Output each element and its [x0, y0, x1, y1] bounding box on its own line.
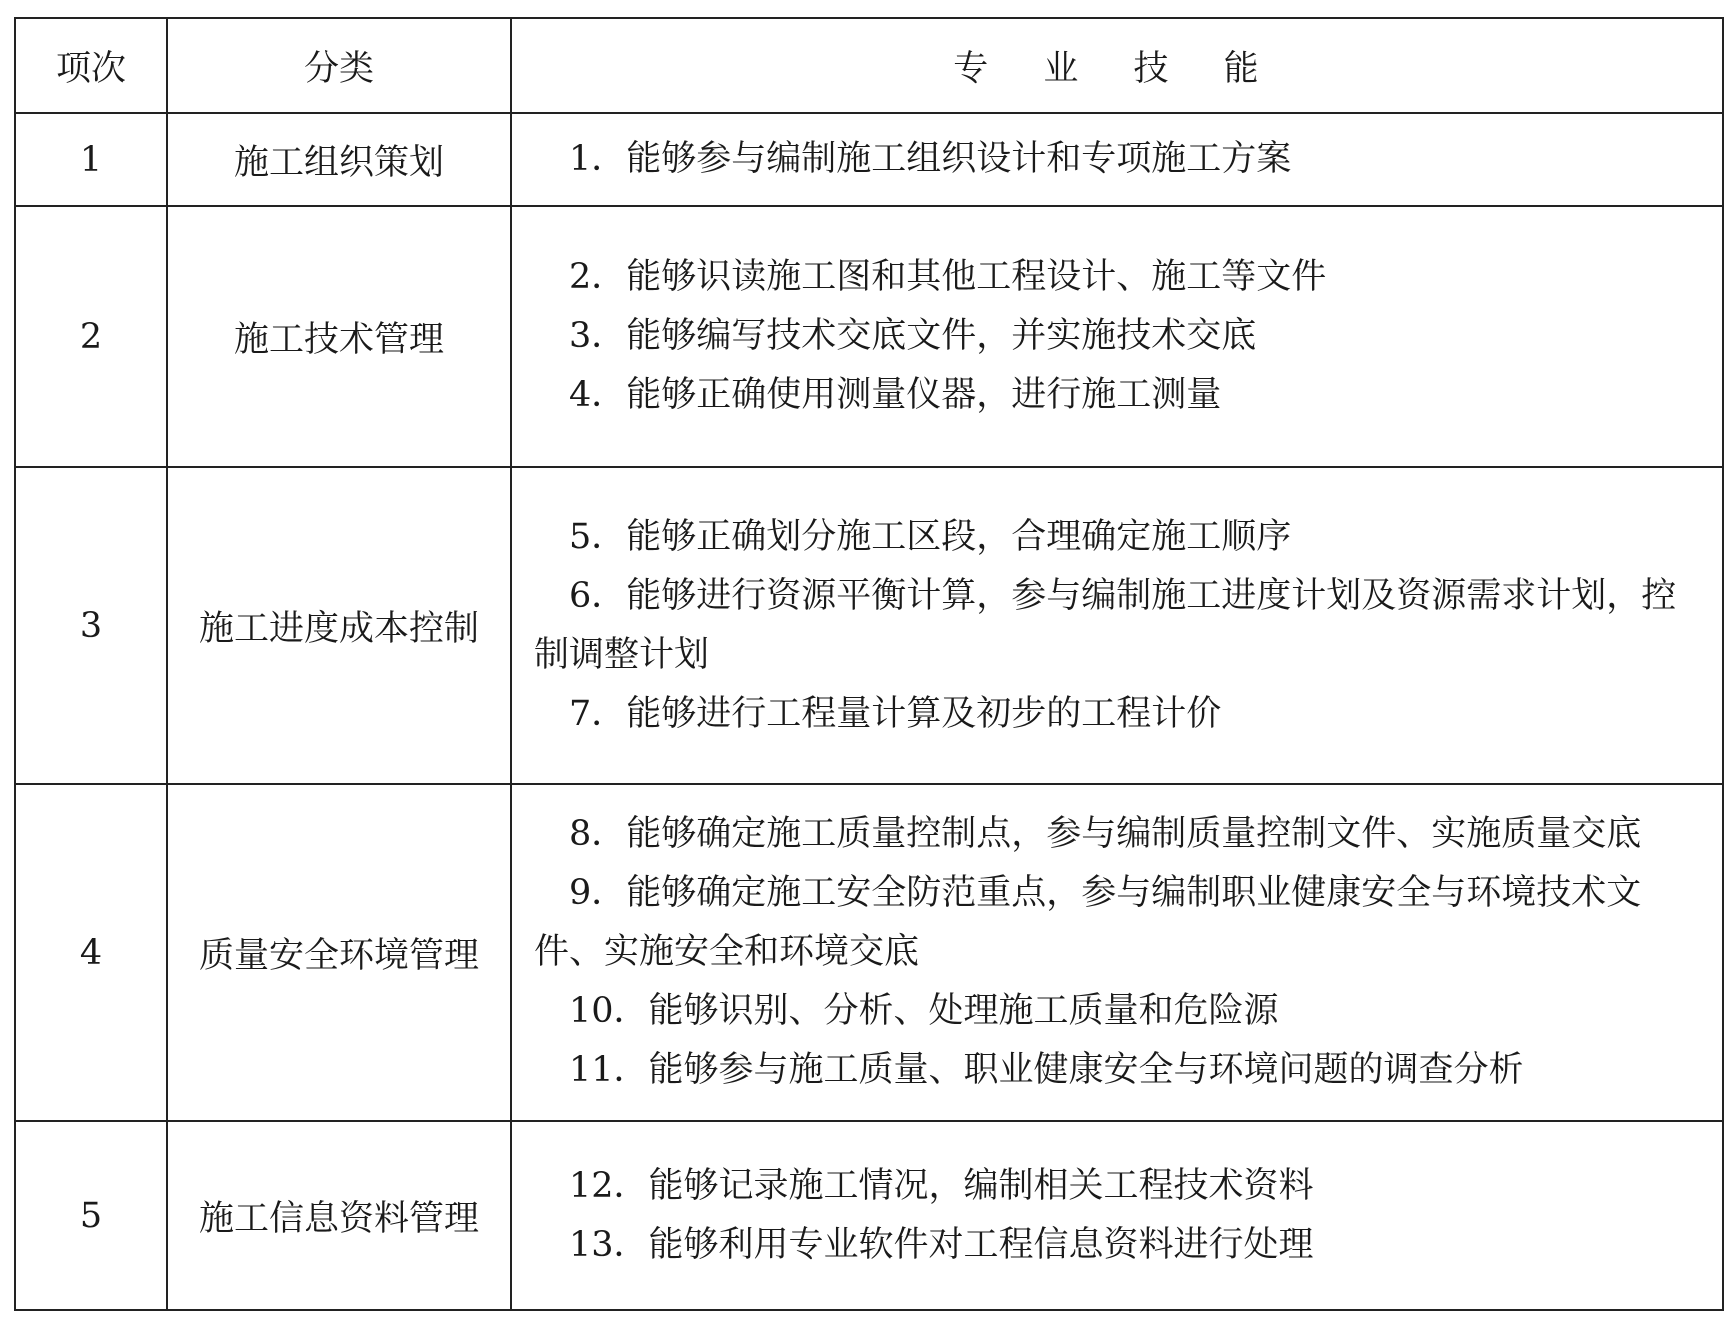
row-number: 2 [15, 206, 167, 467]
skill-item: 4．能够正确使用测量仪器，进行施工测量 [569, 375, 1222, 415]
skill-item: 5．能够正确划分施工区段，合理确定施工顺序 [569, 516, 1292, 557]
table-row [15, 467, 1723, 784]
row-number: 4 [15, 784, 167, 1121]
skill-item: 11．能够参与施工质量、职业健康安全与环境问题的调查分析 [569, 1050, 1524, 1090]
row-skills [511, 206, 1723, 467]
skills-table [14, 17, 1724, 1311]
skill-item: 6．能够进行资源平衡计算，参与编制施工进度计划及资源需求计划，控制调整计划 [534, 575, 1677, 675]
skill-item: 7．能够进行工程量计算及初步的工程计价 [569, 693, 1222, 734]
header-category: 分类 [167, 18, 511, 113]
row-skills [511, 1121, 1723, 1310]
skill-item: 12．能够记录施工情况，编制相关工程技术资料 [569, 1165, 1314, 1206]
row-number: 3 [15, 467, 167, 784]
table-row [15, 113, 1723, 206]
row-skills [511, 467, 1723, 784]
table-row [15, 1121, 1723, 1310]
row-category: 施工信息资料管理 [167, 1121, 511, 1310]
skill-item: 1．能够参与编制施工组织设计和专项施工方案 [569, 139, 1292, 179]
skill-item: 13．能够利用专业软件对工程信息资料进行处理 [569, 1224, 1314, 1265]
row-category: 施工组织策划 [167, 113, 511, 206]
table-row [15, 206, 1723, 467]
row-category: 施工进度成本控制 [167, 467, 511, 784]
skill-item: 2．能够识读施工图和其他工程设计、施工等文件 [569, 257, 1327, 297]
row-category: 施工技术管理 [167, 206, 511, 467]
skill-item: 3．能够编写技术交底文件，并实施技术交底 [569, 316, 1257, 356]
skill-item: 9．能够确定施工安全防范重点，参与编制职业健康安全与环境技术文件、实施安全和环境交底 [534, 873, 1642, 972]
row-category: 质量安全环境管理 [167, 784, 511, 1121]
header-skills [511, 18, 1723, 113]
row-skills [511, 784, 1723, 1121]
header-row [15, 18, 1723, 113]
skill-item: 8．能够确定施工质量控制点，参与编制质量控制文件、实施质量交底 [569, 814, 1642, 854]
row-skills [511, 113, 1723, 206]
row-number: 5 [15, 1121, 167, 1310]
skill-item: 10．能够识别、分析、处理施工质量和危险源 [569, 991, 1279, 1031]
header-item-no: 项次 [15, 18, 167, 113]
row-number: 1 [15, 113, 167, 206]
header-skills-label: 专 业 技 能 [953, 48, 1281, 89]
table-row [15, 784, 1723, 1121]
